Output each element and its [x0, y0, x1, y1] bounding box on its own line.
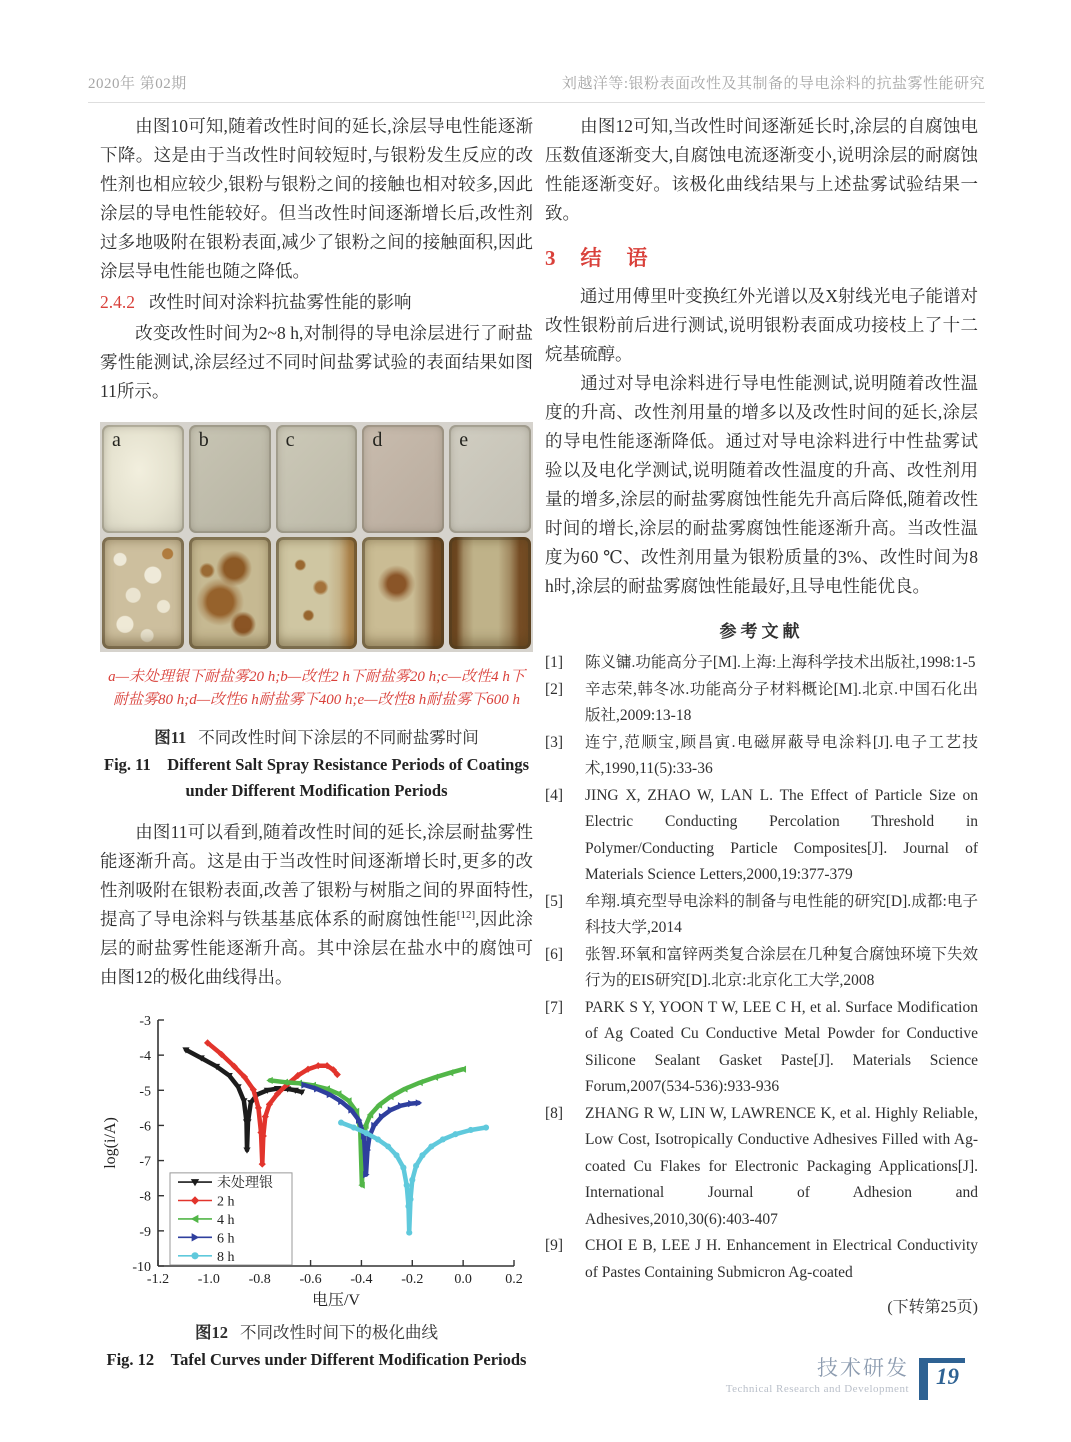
svg-text:2 h: 2 h: [217, 1194, 235, 1210]
page-number: 19: [936, 1364, 959, 1389]
paragraph-fig10-discussion: 由图10可知,随着改性时间的延长,涂层导电性能逐渐下降。这是由于当改性时间较短时,与银粉发生反应的改性剂也相应较少,银粉与银粉之间的接触也相对较多,因此涂层的导电性能较好。但当改性时间逐渐增长后,改性剂过多地吸附在银粉表面,减少了银粉之间的接触面积,因此涂层导电性能也随之降低。: [100, 116, 533, 281]
sample-letter: c: [285, 429, 295, 451]
reference-number: [1]: [545, 654, 564, 671]
references-heading: 参考文献: [719, 622, 804, 641]
section-heading-242: [100, 288, 533, 317]
sample-letter: e: [459, 429, 469, 451]
photo-after-a: [102, 537, 184, 649]
left-column: [100, 112, 533, 1373]
figure-11: [100, 422, 533, 804]
issue-info: 2020年 第02期: [88, 76, 187, 92]
sample-column-d: [362, 425, 444, 649]
svg-text:未处理银: 未处理银: [217, 1176, 273, 1192]
photo-before-a: [102, 425, 184, 533]
reference-number: [3]: [545, 733, 564, 751]
reference-text: 张智.环氧和富锌两类复合涂层在几种复合腐蚀环境下失效行为的EIS研究[D].北京:北京化工大学,2008: [585, 945, 978, 989]
sample-letter: b: [198, 429, 209, 451]
reference-item: [545, 1233, 978, 1286]
photo-before-b: [189, 425, 271, 533]
svg-text:4 h: 4 h: [217, 1212, 235, 1228]
sample-column-a: [102, 425, 184, 649]
figure-11-caption-en: Fig. 11 Different Salt Spray Resistance Periods of Coatings under Different Modification Periods: [104, 755, 529, 800]
svg-text:-9: -9: [139, 1224, 151, 1240]
sample-letter: d: [372, 429, 383, 451]
paragraph-salt-spray-test: 改变改性时间为2~8 h,对制得的导电涂层进行了耐盐雾性能测试,涂层经过不同时间盐雾试验的表面结果如图11所示。: [100, 323, 533, 401]
svg-text:-0.2: -0.2: [401, 1272, 424, 1287]
svg-text:电压/V: 电压/V: [311, 1292, 361, 1309]
reference-text: 陈义镛.功能高分子[M].上海:上海科学技术出版社,1998:1-5: [585, 654, 976, 671]
tafel-chart-svg: [100, 1008, 528, 1312]
figure-11-note: a—未处理银下耐盐雾20 h;b—改性2 h下耐盐雾20 h;c—改性4 h下耐盐雾80 h;d—改性6 h耐盐雾下400 h;e—改性8 h耐盐雾下600 h: [108, 669, 525, 708]
svg-text:0.0: 0.0: [454, 1272, 472, 1287]
references-list: [545, 650, 978, 1286]
paragraph-conclusion-1: 通过用傅里叶变换红外光谱以及X射线光电子能谱对改性银粉前后进行测试,说明银粉表面成功接枝上了十二烷基硫醇。: [545, 286, 978, 364]
reference-number: [2]: [545, 680, 564, 698]
figure-12: [100, 1008, 533, 1373]
reference-text: 连宁,范顺宝,顾昌寅.电磁屏蔽导电涂料[J].电子工艺技术,1990,11(5):33-36: [585, 733, 978, 777]
svg-text:-0.4: -0.4: [350, 1272, 373, 1287]
svg-text:-0.6: -0.6: [299, 1272, 322, 1287]
reference-number: [7]: [545, 998, 564, 1016]
figure-12-caption-en: Fig. 12 Tafel Curves under Different Modification Periods: [106, 1350, 527, 1369]
paragraph-conclusion-2: 通过对导电涂料进行导电性能测试,说明随着改性温度的升高、改性剂用量的增多以及改性时间的延长,涂层的导电性能逐渐降低。通过对导电涂料进行中性盐雾试验以及电化学测试,说明随着改性温度的升高、改性剂用量的增多,涂层的耐盐雾腐蚀性能先升高后降低,随着改性时间的增长,涂层的耐盐雾腐蚀性能逐渐升高。当改性温度为60 ℃、改性剂用量为银粉质量的3%、改性时间为8 h时,涂层的耐盐雾腐蚀性能最好,且导电性能优良。: [545, 373, 978, 596]
svg-text:log(i/A): log(i/A): [102, 1117, 119, 1169]
photo-before-d: [362, 425, 444, 533]
page-number-box: [919, 1358, 965, 1400]
photo-after-e: [449, 537, 531, 649]
reference-item: [545, 677, 978, 730]
tafel-chart: [100, 1008, 533, 1317]
figure-11-caption-zh: 图11 不同改性时间下涂层的不同耐盐雾时间: [154, 728, 479, 747]
column-section-label: 技术研发 Technical Research and Development: [725, 1356, 909, 1395]
section-title: 改性时间对涂料抗盐雾性能的影响: [149, 292, 412, 312]
svg-text:-0.8: -0.8: [248, 1272, 271, 1287]
svg-text:6 h: 6 h: [217, 1231, 235, 1247]
svg-text:-8: -8: [139, 1189, 151, 1205]
reference-text: JING X, ZHAO W, LAN L. The Effect of Particle Size on Electric Conducting Percolation Threshold in Polymer/Conducting Particle Composites[J]. Journal of Materials Science Letters,2000,19:377-379: [585, 786, 978, 883]
salt-spray-photo-grid: [100, 422, 533, 652]
reference-text: 辛志荣,韩冬冰.功能高分子材料概论[M].北京.中国石化出版社,2009:13-18: [585, 680, 978, 724]
svg-text:-7: -7: [139, 1154, 151, 1170]
photo-before-c: [276, 425, 358, 533]
reference-text: 牟翔.填充型导电涂料的制备与电性能的研究[D].成都:电子科技大学,2014: [585, 892, 978, 936]
svg-text:-6: -6: [139, 1119, 151, 1135]
reference-item: [545, 942, 978, 995]
reference-number: [6]: [545, 945, 564, 963]
running-title: 刘越洋等:银粉表面改性及其制备的导电涂料的抗盐雾性能研究: [561, 76, 985, 92]
section-heading-conclusion: 3 结 语: [545, 246, 650, 270]
reference-number: [8]: [545, 1104, 564, 1122]
continuation-note: (下转第25页): [887, 1299, 978, 1316]
page-header: [88, 72, 985, 93]
svg-text:-1.2: -1.2: [146, 1272, 170, 1287]
right-column: [545, 112, 978, 1317]
sample-column-c: [276, 425, 358, 649]
svg-text:0.2: 0.2: [505, 1272, 523, 1287]
photo-before-e: [449, 425, 531, 533]
photo-after-c: [276, 537, 358, 649]
figure-12-caption-zh: 图12 不同改性时间下的极化曲线: [195, 1323, 438, 1342]
svg-text:-1.0: -1.0: [197, 1272, 220, 1287]
svg-text:-10: -10: [132, 1260, 151, 1275]
photo-after-b: [189, 537, 271, 649]
reference-number: [4]: [545, 786, 564, 804]
reference-item: [545, 730, 978, 783]
svg-text:-5: -5: [139, 1084, 151, 1100]
svg-text:-4: -4: [139, 1049, 151, 1065]
reference-item: [545, 783, 978, 889]
reference-item: [545, 995, 978, 1101]
sample-column-e: [449, 425, 531, 649]
paragraph-fig12-discussion: 由图12可知,当改性时间逐渐延长时,涂层的自腐蚀电压数值逐渐变大,自腐蚀电流逐渐变小,说明涂层的耐腐蚀性能逐渐变好。该极化曲线结果与上述盐雾试验结果一致。: [545, 116, 978, 223]
sample-letter: a: [112, 429, 121, 451]
section-number: 2.4.2: [100, 292, 135, 312]
photo-after-d: [362, 537, 444, 649]
svg-text:-3: -3: [139, 1014, 151, 1029]
reference-text: CHOI E B, LEE J H. Enhancement in Electrical Conductivity of Pastes Containing Submicron Ag-coated: [585, 1237, 978, 1281]
header-rule: [88, 102, 985, 103]
paragraph-fig11-discussion: 由图11可以看到,随着改性时间的延长,涂层耐盐雾性能逐渐升高。这是由于当改性时间逐渐增长时,更多的改性剂吸附在银粉表面,改善了银粉与树脂之间的界面特性,提高了导电涂料与铁基基底体系的耐腐蚀性能[12],因此涂层的耐盐雾性能逐渐升高。其中涂层在盐水中的腐蚀可由图12的极化曲线得出。: [100, 822, 534, 987]
reference-number: [9]: [545, 1237, 564, 1254]
reference-item: [545, 650, 978, 677]
reference-text: PARK S Y, YOON T W, LEE C H, et al. Surface Modification of Ag Coated Cu Conductive Metal Powder for Conductive Silicone Sealant Gasket Paste[J]. Materials Science Forum,2007(534-536):933-936: [585, 998, 978, 1095]
reference-text: ZHANG R W, LIN W, LAWRENCE K, et al. Highly Reliable, Low Cost, Isotropically Conductive Adhesives Filled with Ag-coated Cu Flakes for Electronic Packaging Applications[J]. International Journal of Adhesion and Adhesives,2010,30(6):403-407: [585, 1104, 978, 1228]
sample-column-b: [189, 425, 271, 649]
citation-12: [12]: [456, 909, 476, 922]
page-footer: [726, 1352, 965, 1400]
svg-text:8 h: 8 h: [217, 1249, 235, 1265]
reference-item: [545, 1101, 978, 1234]
reference-item: [545, 889, 978, 942]
reference-number: [5]: [545, 892, 564, 910]
